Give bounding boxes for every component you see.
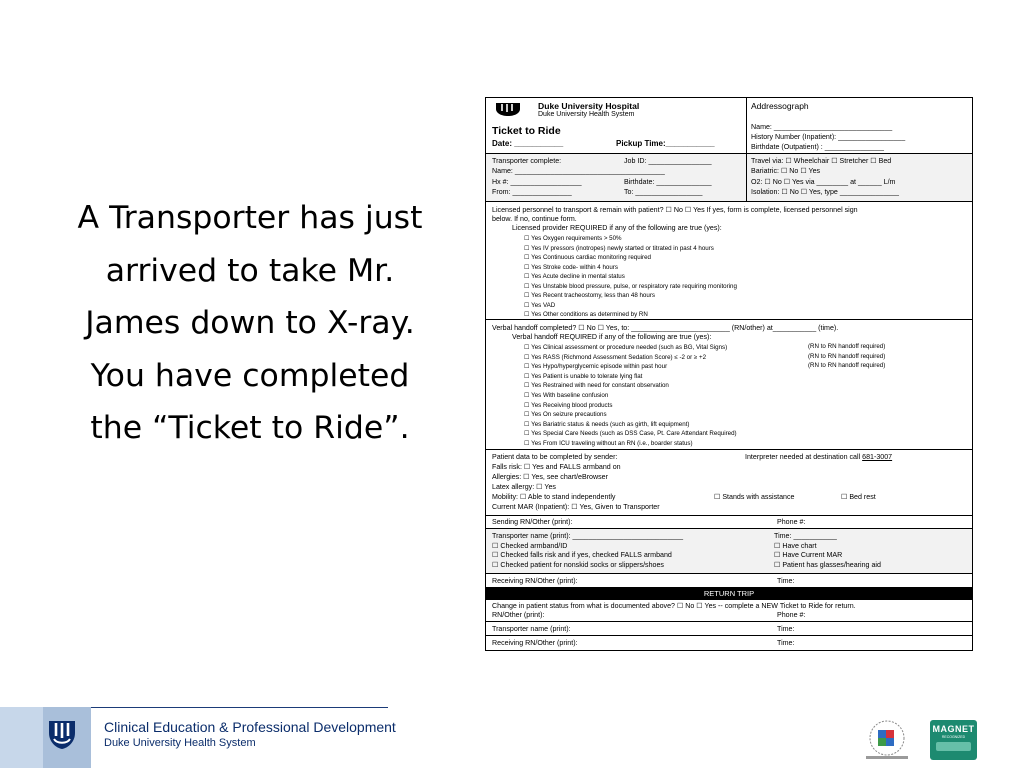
hx-number: Hx #: __________________	[492, 178, 582, 186]
return-phone: Phone #:	[777, 611, 806, 619]
criteria-item: ☐ Yes Special Care Needs (such as DSS Case, Pt. Care Attendant Required)	[524, 430, 737, 438]
current-mar: Current MAR (Inpatient): ☐ Yes, Given to Transporter	[492, 503, 660, 511]
sending-section	[486, 515, 972, 528]
transporter-time: Time: ___________	[774, 532, 837, 540]
licensed-question-cont: below. If no, continue form.	[492, 215, 577, 223]
nursing-award-badge-icon	[858, 718, 916, 762]
falls-risk: Falls risk: ☐ Yes and FALLS armband on	[492, 463, 621, 471]
criteria-item: ☐ Yes Unstable blood pressure, pulse, or respiratory rate requiring monitoring	[524, 282, 737, 290]
sending-rn: Sending RN/Other (print):	[492, 518, 573, 526]
header-divider	[746, 98, 747, 153]
history-line: History Number (Inpatient): _________________	[751, 133, 906, 141]
duke-shield-icon	[48, 720, 76, 750]
transporter-section	[486, 528, 972, 573]
criteria-item: ☐ Yes From ICU traveling without an RN (i.e., boarder status)	[524, 439, 693, 447]
return-receiving-section	[486, 635, 972, 650]
transporter-name: Transporter name (print): ____________________________	[492, 532, 684, 540]
criteria-item: ☐ Yes Recent tracheostomy, less than 48 hours	[524, 292, 655, 299]
transport-name: Name: ______________________________________	[492, 167, 665, 175]
return-receiving: Receiving RN/Other (print):	[492, 639, 578, 647]
mobility-bedrest: ☐ Bed rest	[841, 493, 876, 501]
isolation: Isolation: ☐ No ☐ Yes, type _______________	[751, 188, 900, 196]
to-field: To: _________________	[624, 188, 703, 196]
date-field: Date: ___________	[492, 139, 564, 148]
travel-via: Travel via: ☐ Wheelchair ☐ Stretcher ☐ Bed	[751, 157, 892, 165]
footer-blue-stripe	[0, 707, 43, 768]
licensed-section	[486, 201, 972, 319]
check-armband: ☐ Checked armband/ID	[492, 542, 568, 550]
magnet-label: MAGNET	[932, 724, 975, 734]
receiving-rn: Receiving RN/Other (print):	[492, 577, 578, 585]
duke-logo-icon	[494, 102, 522, 117]
receiving-time: Time:	[777, 577, 795, 585]
interpreter-number: 681-3007	[862, 453, 893, 461]
return-trip-bar: RETURN TRIP	[486, 587, 972, 599]
return-transporter-time: Time:	[777, 625, 795, 633]
transport-divider	[746, 154, 747, 201]
magnet-band	[936, 742, 971, 751]
magnet-badge	[930, 720, 977, 760]
check-falls: ☐ Checked falls risk and if yes, checked FALLS armband	[492, 551, 672, 559]
sending-phone: Phone #:	[777, 518, 806, 526]
allergies: Allergies: ☐ Yes, see chart/eBrowser	[492, 473, 608, 481]
slide-line: the “Ticket to Ride”.	[90, 410, 410, 446]
receiving-section	[486, 573, 972, 587]
bariatric: Bariatric: ☐ No ☐ Yes	[751, 167, 821, 175]
interpreter-label: Interpreter needed at destination call	[745, 453, 863, 461]
mobility: Mobility: ☐ Able to stand independently	[492, 493, 616, 501]
interpreter-line	[745, 453, 892, 462]
return-receiving-time: Time:	[777, 639, 795, 647]
criteria-item: ☐ Yes VAD	[524, 301, 556, 309]
form-title: Ticket to Ride	[492, 125, 561, 137]
criteria-item: ☐ Yes Oxygen requirements > 50%	[524, 235, 622, 242]
verbal-criteria-list	[524, 343, 737, 449]
return-transporter: Transporter name (print):	[492, 625, 571, 633]
criteria-item: ☐ Yes Hypo/hyperglycemic episode within past hour	[524, 363, 668, 371]
sender-section	[486, 449, 972, 515]
slide-text	[40, 192, 460, 455]
from-field: From: _______________	[492, 188, 572, 196]
mobility-assist: ☐ Stands with assistance	[714, 493, 795, 501]
criteria-item: ☐ Yes Clinical assessment or procedure needed (such as BG, Vital Signs)	[524, 344, 728, 351]
handoff-note: (RN to RN handoff required)	[808, 362, 886, 370]
ticket-to-ride-form	[485, 97, 973, 651]
slide-line: You have completed	[90, 357, 410, 394]
slide-line: James down to X-ray.	[85, 305, 415, 341]
criteria-item: ☐ Yes Other conditions as determined by RN	[524, 311, 648, 318]
criteria-item: ☐ Yes IV pressors (inotropes) newly started or titrated in past 4 hours	[524, 244, 714, 252]
criteria-item: ☐ Yes With baseline confusion	[524, 391, 609, 399]
criteria-item: ☐ Yes Continuous cardiac monitoring required	[524, 254, 651, 261]
addressograph-label: Addressograph	[751, 101, 809, 111]
oxygen: O2: ☐ No ☐ Yes via ________ at ______ L/m	[751, 178, 896, 186]
return-rn: RN/Other (print):	[492, 611, 545, 619]
criteria-item: ☐ Yes Restrained with need for constant observation	[524, 382, 669, 390]
slide-line: A Transporter has just	[77, 200, 423, 236]
verbal-question: Verbal handoff completed? ☐ No ☐ Yes, to: _________________________ (RN/other) at___________ (time).	[492, 324, 839, 332]
magnet-sub-label: RECOGNIZED	[941, 735, 966, 739]
job-id: Job ID: ________________	[624, 157, 712, 165]
criteria-item: ☐ Yes Bariatric status & needs (such as girth, lift equipment)	[524, 420, 690, 428]
latex-allergy: Latex allergy: ☐ Yes	[492, 483, 556, 491]
criteria-item: ☐ Yes Receiving blood products	[524, 401, 613, 409]
handoff-note: (RN to RN handoff required)	[808, 352, 886, 360]
footer-subtitle: Duke University Health System	[104, 737, 256, 749]
transport-section	[486, 153, 972, 201]
footer-title: Clinical Education & Professional Development	[104, 719, 396, 735]
slide-line: arrived to take Mr.	[105, 252, 395, 289]
return-transporter-section	[486, 621, 972, 635]
verbal-required: Verbal handoff REQUIRED if any of the following are true (yes):	[512, 333, 712, 341]
transporter-complete: Transporter complete:	[492, 157, 562, 165]
footer-rule	[91, 707, 388, 708]
licensed-required: Licensed provider REQUIRED if any of the following are true (yes):	[512, 224, 722, 232]
check-chart: ☐ Have chart	[774, 542, 817, 550]
return-change-question: Change in patient status from what is documented above? ☐ No ☐ Yes -- complete a NEW Ticket to Ride for return.	[492, 602, 856, 610]
birthdate-line: Birthdate (Outpatient) : _______________	[751, 143, 884, 151]
check-mar: ☐ Have Current MAR	[774, 551, 843, 559]
criteria-item: ☐ Yes Acute decline in mental status	[524, 273, 625, 280]
health-system: Duke University Health System	[538, 111, 635, 118]
handoff-note: (RN to RN handoff required)	[808, 343, 886, 350]
licensed-question: Licensed personnel to transport & remain with patient? ☐ No ☐ Yes If yes, form is complete, licensed personnel sign	[492, 206, 858, 214]
criteria-item: ☐ Yes Stroke code- within 4 hours	[524, 263, 618, 271]
licensed-criteria-list	[524, 234, 737, 320]
criteria-item: ☐ Yes On seizure precautions	[524, 411, 607, 419]
transport-birthdate: Birthdate: ______________	[624, 178, 712, 186]
sender-title: Patient data to be completed by sender:	[492, 453, 618, 461]
hospital-name: Duke University Hospital	[538, 101, 640, 111]
name-line: Name: ______________________________	[751, 123, 893, 131]
criteria-item: ☐ Yes RASS (Richmond Assessment Sedation Score) ≤ -2 or ≥ +2	[524, 353, 707, 361]
pickup-field: Pickup Time:___________	[616, 139, 715, 148]
criteria-item: ☐ Yes Patient is unable to tolerate lying flat	[524, 372, 643, 380]
return-change-section	[486, 599, 972, 621]
check-socks: ☐ Checked patient for nonskid socks or slippers/shoes	[492, 561, 664, 569]
verbal-section	[486, 319, 972, 449]
check-glasses: ☐ Patient has glasses/hearing aid	[774, 561, 881, 569]
